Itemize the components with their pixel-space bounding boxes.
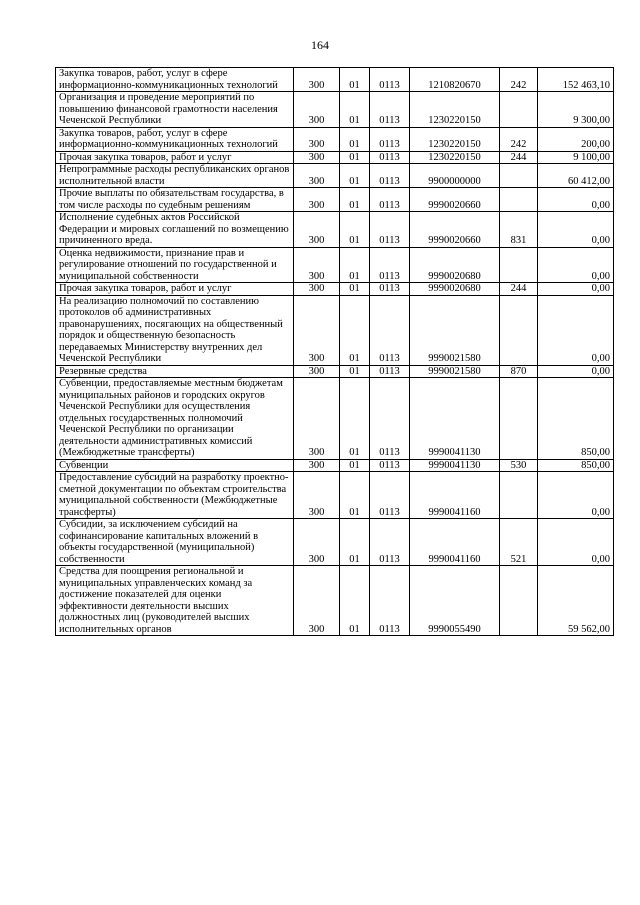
row-subsection-cell: 0113: [370, 566, 410, 636]
row-name-cell: Субсидии, за исключением субсидий на софинансирование капитальных вложений в объекты государственной (муниципальной) собственности: [56, 519, 294, 566]
row-code-cell: 300: [294, 68, 340, 92]
row-expense-type-cell: 244: [500, 283, 538, 296]
row-subsection-cell: 0113: [370, 68, 410, 92]
row-subsection-cell: 0113: [370, 365, 410, 378]
table-row: [56, 188, 614, 212]
table-row: [56, 212, 614, 248]
row-amount-cell: 0,00: [538, 247, 614, 283]
row-code-cell: 300: [294, 519, 340, 566]
table-row: [56, 378, 614, 460]
row-amount-cell: 0,00: [538, 365, 614, 378]
table-row: [56, 519, 614, 566]
row-name-cell: Средства для поощрения региональной и муниципальных управленческих команд за достижение показателей для оценки эффективности деятельности высших должностных лиц (руководителей высших исполнительных органов: [56, 566, 294, 636]
row-amount-cell: 0,00: [538, 519, 614, 566]
row-subsection-cell: 0113: [370, 283, 410, 296]
row-code-cell: 300: [294, 459, 340, 472]
row-article-cell: 1210820670: [410, 68, 500, 92]
row-article-cell: 9900000000: [410, 164, 500, 188]
row-name-cell: Закупка товаров, работ, услуг в сфере информационно-коммуникационных технологий: [56, 68, 294, 92]
row-article-cell: 9990020680: [410, 283, 500, 296]
row-expense-type-cell: [500, 92, 538, 128]
row-article-cell: 1230220150: [410, 92, 500, 128]
row-code-cell: 300: [294, 295, 340, 365]
row-subsection-cell: 0113: [370, 151, 410, 164]
row-subsection-cell: 0113: [370, 164, 410, 188]
row-article-cell: 1230220150: [410, 127, 500, 151]
row-code-cell: 300: [294, 212, 340, 248]
row-subsection-cell: 0113: [370, 127, 410, 151]
row-article-cell: 9990021580: [410, 365, 500, 378]
row-section-cell: 01: [340, 212, 370, 248]
table-row: [56, 459, 614, 472]
row-expense-type-cell: [500, 378, 538, 460]
row-section-cell: 01: [340, 295, 370, 365]
row-section-cell: 01: [340, 566, 370, 636]
row-amount-cell: 59 562,00: [538, 566, 614, 636]
row-code-cell: 300: [294, 92, 340, 128]
row-name-cell: Прочая закупка товаров, работ и услуг: [56, 283, 294, 296]
page-number: 164: [311, 38, 329, 52]
row-expense-type-cell: [500, 566, 538, 636]
row-subsection-cell: 0113: [370, 295, 410, 365]
row-name-cell: Предоставление субсидий на разработку проектно-сметной документации по объектам строительства муниципальной собственности (Межбюджетные трансферты): [56, 472, 294, 519]
table-row: [56, 295, 614, 365]
row-subsection-cell: 0113: [370, 378, 410, 460]
row-section-cell: 01: [340, 68, 370, 92]
budget-table: [55, 67, 614, 636]
row-code-cell: 300: [294, 247, 340, 283]
row-name-cell: На реализацию полномочий по составлению протоколов об административных правонарушениях, посягающих на общественный порядок и общественную безопасность передаваемых Министерству внутренних дел Чеченской Республики: [56, 295, 294, 365]
row-section-cell: 01: [340, 151, 370, 164]
row-section-cell: 01: [340, 472, 370, 519]
row-name-cell: Прочая закупка товаров, работ и услуг: [56, 151, 294, 164]
row-amount-cell: 152 463,10: [538, 68, 614, 92]
row-article-cell: 9990055490: [410, 566, 500, 636]
row-expense-type-cell: 530: [500, 459, 538, 472]
table-row: [56, 472, 614, 519]
row-name-cell: Закупка товаров, работ, услуг в сфере информационно-коммуникационных технологий: [56, 127, 294, 151]
row-subsection-cell: 0113: [370, 519, 410, 566]
row-expense-type-cell: [500, 295, 538, 365]
row-amount-cell: 0,00: [538, 295, 614, 365]
row-amount-cell: 200,00: [538, 127, 614, 151]
row-amount-cell: 0,00: [538, 212, 614, 248]
row-expense-type-cell: 521: [500, 519, 538, 566]
row-article-cell: 9990020660: [410, 188, 500, 212]
row-name-cell: Оценка недвижимости, признание прав и регулирование отношений по государственной и муниципальной собственности: [56, 247, 294, 283]
row-article-cell: 9990041130: [410, 459, 500, 472]
row-amount-cell: 60 412,00: [538, 164, 614, 188]
row-code-cell: 300: [294, 566, 340, 636]
row-code-cell: 300: [294, 283, 340, 296]
row-section-cell: 01: [340, 188, 370, 212]
row-expense-type-cell: 244: [500, 151, 538, 164]
row-amount-cell: 9 100,00: [538, 151, 614, 164]
row-code-cell: 300: [294, 164, 340, 188]
row-code-cell: 300: [294, 127, 340, 151]
row-article-cell: 9990041160: [410, 472, 500, 519]
row-amount-cell: 9 300,00: [538, 92, 614, 128]
row-expense-type-cell: [500, 164, 538, 188]
row-name-cell: Резервные средства: [56, 365, 294, 378]
row-article-cell: 9990020680: [410, 247, 500, 283]
row-amount-cell: 850,00: [538, 459, 614, 472]
row-code-cell: 300: [294, 188, 340, 212]
row-subsection-cell: 0113: [370, 472, 410, 519]
row-expense-type-cell: 831: [500, 212, 538, 248]
row-amount-cell: 0,00: [538, 472, 614, 519]
table-row: [56, 164, 614, 188]
row-code-cell: 300: [294, 472, 340, 519]
row-name-cell: Прочие выплаты по обязательствам государства, в том числе расходы по судебным решениям: [56, 188, 294, 212]
row-section-cell: 01: [340, 459, 370, 472]
row-expense-type-cell: [500, 247, 538, 283]
row-name-cell: Субвенции: [56, 459, 294, 472]
table-row: [56, 68, 614, 92]
row-article-cell: 1230220150: [410, 151, 500, 164]
row-expense-type-cell: 242: [500, 127, 538, 151]
row-subsection-cell: 0113: [370, 92, 410, 128]
row-article-cell: 9990020660: [410, 212, 500, 248]
row-expense-type-cell: 242: [500, 68, 538, 92]
row-code-cell: 300: [294, 151, 340, 164]
table-row: [56, 247, 614, 283]
row-section-cell: 01: [340, 283, 370, 296]
row-section-cell: 01: [340, 519, 370, 566]
table-row: [56, 365, 614, 378]
table-row: [56, 151, 614, 164]
row-subsection-cell: 0113: [370, 212, 410, 248]
table-row: [56, 127, 614, 151]
table-row: [56, 566, 614, 636]
row-subsection-cell: 0113: [370, 459, 410, 472]
row-name-cell: Исполнение судебных актов Российской Федерации и мировых соглашений по возмещению причиненного вреда.: [56, 212, 294, 248]
row-amount-cell: 0,00: [538, 283, 614, 296]
table-row: [56, 92, 614, 128]
row-code-cell: 300: [294, 378, 340, 460]
row-section-cell: 01: [340, 127, 370, 151]
row-article-cell: 9990041160: [410, 519, 500, 566]
row-subsection-cell: 0113: [370, 247, 410, 283]
row-subsection-cell: 0113: [370, 188, 410, 212]
table-row: [56, 283, 614, 296]
row-expense-type-cell: [500, 472, 538, 519]
row-article-cell: 9990041130: [410, 378, 500, 460]
row-name-cell: Непрограммные расходы республиканских органов исполнительной власти: [56, 164, 294, 188]
row-section-cell: 01: [340, 164, 370, 188]
row-name-cell: Субвенции, предоставляемые местным бюджетам муниципальных районов и городских округов Чеченской Республики для осуществления отдельных государственных полномочий Чеченской Республики по организации деятельности административных комиссий (Межбюджетные трансферты): [56, 378, 294, 460]
row-expense-type-cell: [500, 188, 538, 212]
row-amount-cell: 0,00: [538, 188, 614, 212]
row-expense-type-cell: 870: [500, 365, 538, 378]
table-body: [56, 68, 614, 636]
row-name-cell: Организация и проведение мероприятий по повышению финансовой грамотности населения Чеченской Республики: [56, 92, 294, 128]
row-section-cell: 01: [340, 92, 370, 128]
row-section-cell: 01: [340, 247, 370, 283]
row-article-cell: 9990021580: [410, 295, 500, 365]
row-code-cell: 300: [294, 365, 340, 378]
row-amount-cell: 850,00: [538, 378, 614, 460]
row-section-cell: 01: [340, 365, 370, 378]
row-section-cell: 01: [340, 378, 370, 460]
